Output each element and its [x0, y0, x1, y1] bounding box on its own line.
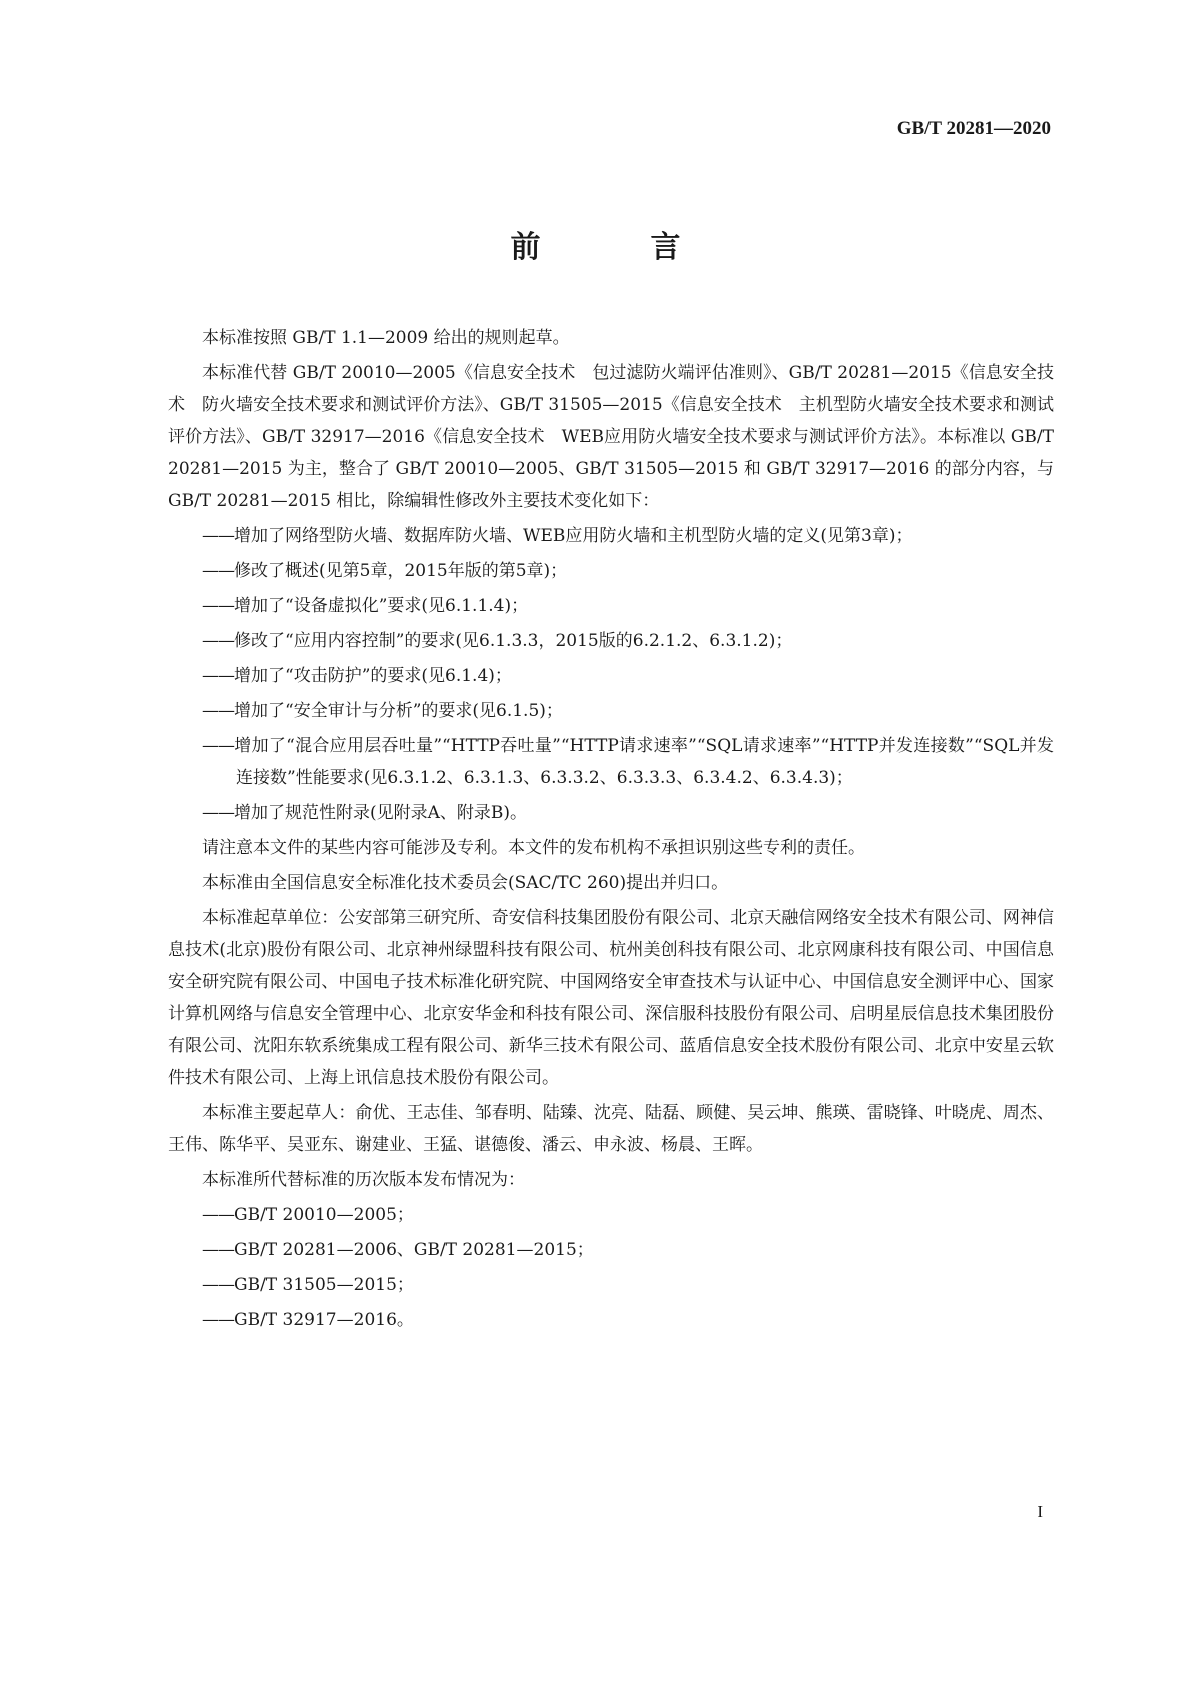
paragraph-drafting-rules: 本标准按照 GB/T 1.1—2009 给出的规则起草。: [202, 328, 570, 348]
list-item: ——GB/T 31505—2015；: [202, 1275, 414, 1295]
list-item: ——增加了规范性附录(见附录A、附录B)。: [202, 803, 528, 823]
list-item: ——GB/T 32917—2016。: [202, 1310, 414, 1330]
document-body: [168, 322, 1054, 1339]
list-item: ——GB/T 20010—2005；: [202, 1205, 414, 1225]
list-item: ——GB/T 20281—2006、GB/T 20281—2015；: [202, 1240, 594, 1260]
page-title: 前 言: [510, 230, 721, 265]
paragraph-patent-notice: 请注意本文件的某些内容可能涉及专利。本文件的发布机构不承担识别这些专利的责任。: [202, 838, 865, 858]
history-list: [168, 1199, 1054, 1336]
paragraph-history-intro: 本标准所代替标准的历次版本发布情况为：: [202, 1170, 525, 1190]
list-item: ——增加了“安全审计与分析”的要求(见6.1.5)；: [202, 701, 563, 721]
list-item: ——修改了“应用内容控制”的要求(见6.1.3.3，2015版的6.2.1.2、6.3.1.2)；: [202, 631, 793, 651]
list-item: ——增加了“设备虚拟化”要求(见6.1.1.4)；: [202, 596, 529, 616]
list-item: ——增加了“混合应用层吞吐量”“HTTP吞吐量”“HTTP请求速率”“SQL请求速率”“HTTP并发连接数”“SQL并发连接数”性能要求(见6.3.1.2、6.3.1.3、6.3.3.2、6.3.3.3、6.3.4.2、6.3.4.3)；: [202, 736, 1054, 788]
paragraph-drafters: 本标准主要起草人：俞优、王志佳、邹春明、陆臻、沈亮、陆磊、顾健、吴云坤、熊瑛、雷晓锋、叶晓虎、周杰、王伟、陈华平、吴亚东、谢建业、王猛、谌德俊、潘云、申永波、杨晨、王晖。: [168, 1103, 1054, 1155]
changes-list: [168, 520, 1054, 829]
list-item: ——增加了“攻击防护”的要求(见6.1.4)；: [202, 666, 512, 686]
paragraph-replaces: 本标准代替 GB/T 20010—2005《信息安全技术 包过滤防火端评估准则》、GB/T 20281—2015《信息安全技术 防火墙安全技术要求和测试评价方法》、GB/T 31505—2015《信息安全技术 主机型防火墙安全技术要求和测试评价方法》、GB/T 32917—2016《信息安全技术 WEB应用防火墙安全技术要求与测试评价方法》。本标准以 GB/T 20281—2015 为主，整合了 GB/T 20010—2005、GB/T 31505—2015 和 GB/T 32917—2016 的部分内容，与 GB/T 20281—2015 相比，除编辑性修改外主要技术变化如下：: [168, 363, 1054, 511]
paragraph-drafting-units: 本标准起草单位：公安部第三研究所、奇安信科技集团股份有限公司、北京天融信网络安全技术有限公司、网神信息技术(北京)股份有限公司、北京神州绿盟科技有限公司、杭州美创科技有限公司、北京网康科技有限公司、中国信息安全研究院有限公司、中国电子技术标准化研究院、中国网络安全审查技术与认证中心、中国信息安全测评中心、国家计算机网络与信息安全管理中心、北京安华金和科技有限公司、深信服科技股份有限公司、启明星辰信息技术集团股份有限公司、沈阳东软系统集成工程有限公司、新华三技术有限公司、蓝盾信息安全技术股份有限公司、北京中安星云软件技术有限公司、上海上讯信息技术股份有限公司。: [168, 908, 1054, 1088]
paragraph-committee: 本标准由全国信息安全标准化技术委员会(SAC/TC 260)提出并归口。: [202, 873, 729, 893]
list-item: ——增加了网络型防火墙、数据库防火墙、WEB应用防火墙和主机型防火墙的定义(见第3章)；: [202, 526, 913, 546]
list-item: ——修改了概述(见第5章，2015年版的第5章)；: [202, 561, 568, 581]
page-number: I: [1037, 1502, 1043, 1521]
document-code: GB/T 20281—2020: [896, 118, 1051, 139]
